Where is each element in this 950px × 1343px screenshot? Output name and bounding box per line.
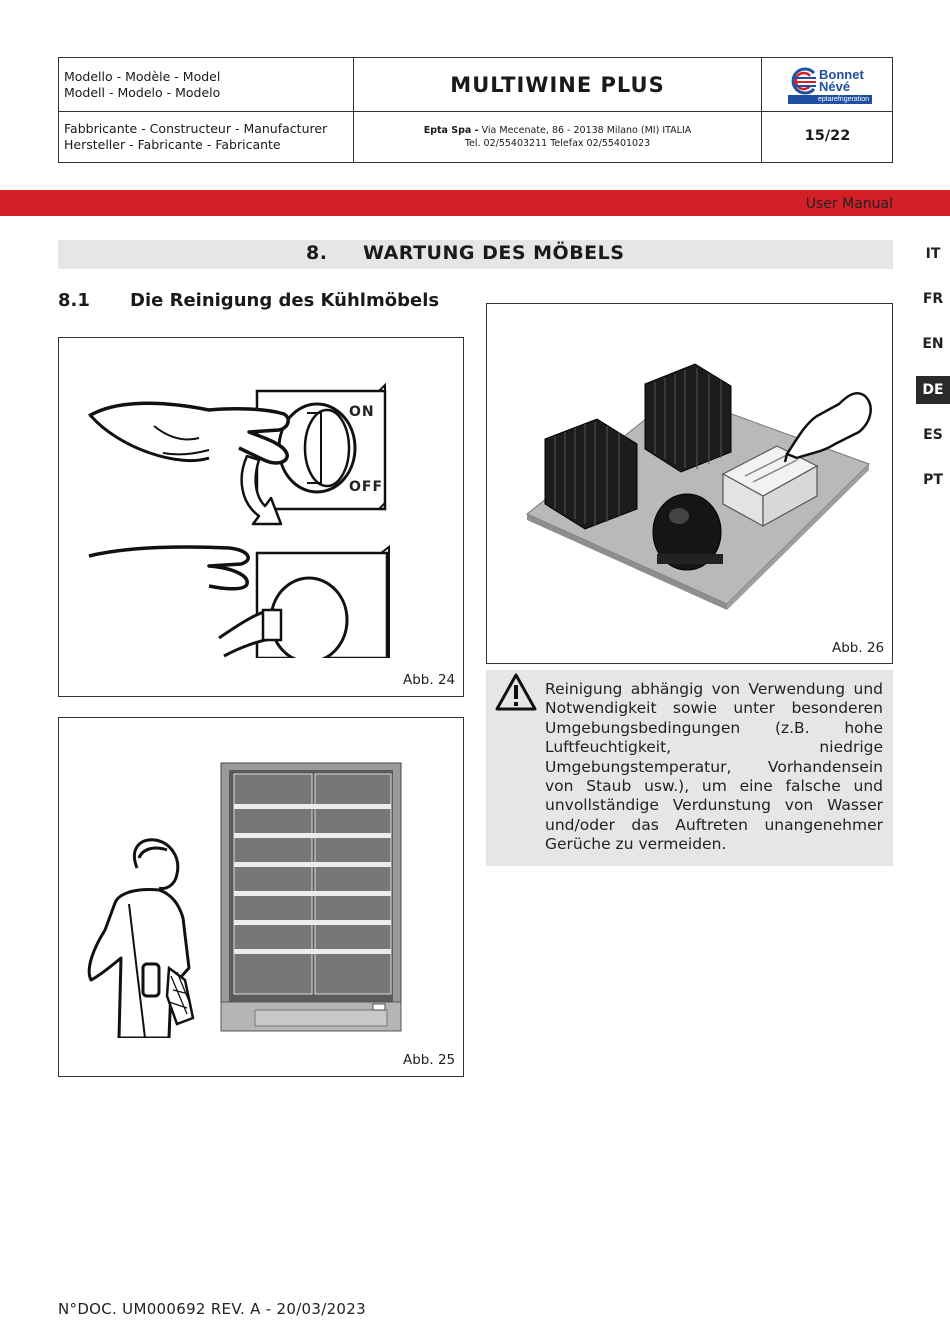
manufacturer-label-line-1: Fabbricante - Constructeur - Manufacturer (64, 121, 328, 136)
switch-off-label: OFF (349, 479, 384, 495)
lang-tab-it[interactable]: IT (925, 246, 941, 262)
company-contact: Tel. 02/55403211 Telefax 02/55401023 (464, 138, 651, 149)
figure-25 (58, 717, 464, 1077)
subsection-title: Die Reinigung des Kühlmöbels (130, 290, 440, 311)
lang-tab-es[interactable]: ES (923, 427, 943, 443)
warning-box (486, 670, 893, 866)
lang-tab-fr[interactable]: FR (922, 291, 944, 307)
subsection-number: 8.1 (58, 290, 90, 311)
document-reference: N°DOC. UM000692 REV. A - 20/03/2023 (58, 1300, 366, 1318)
user-manual-label: User Manual (805, 196, 893, 212)
figure-26-caption: Abb. 26 (832, 640, 885, 656)
logo-swirl-icon (786, 67, 820, 95)
hand-switch-illustration (59, 338, 464, 658)
logo-text-line-1: Bonnet (819, 67, 864, 82)
page-number: 15/22 (804, 128, 851, 144)
condensing-unit-illustration (487, 304, 893, 634)
section-title: WARTUNG DES MÖBELS (363, 242, 625, 264)
warning-text: Reinigung abhängig von Verwendung und Notwendigkeit sowie unter besonderen Umgebungsbedingungen (z.B. hohe Luftfeuchtigkeit, niedrige Umgebungstemperatur, Vorhandensein von Staub usw.), um eine falsche und unvollständige Verdunstung von Wasser und/oder das Auftreten unangenehmer Gerüche zu vermeiden. (545, 680, 883, 854)
product-name: MULTIWINE PLUS (354, 58, 762, 112)
section-heading (58, 240, 893, 269)
cleaning-person-illustration (59, 718, 464, 1038)
logo-cell (762, 58, 893, 112)
figure-24 (58, 337, 464, 697)
figure-24-caption: Abb. 24 (403, 672, 456, 688)
warning-triangle-icon (494, 672, 538, 712)
model-label-line-1: Modello - Modèle - Model (64, 69, 221, 84)
logo-bar-text: eptarefrigeration (788, 95, 872, 104)
model-label-cell (59, 58, 354, 112)
section-number: 8. (306, 242, 328, 264)
company-name: Epta Spa - (423, 125, 479, 136)
subsection-heading (58, 290, 440, 311)
manufacturer-label-line-2: Hersteller - Fabricante - Fabricante (64, 137, 281, 152)
figure-26 (486, 303, 893, 664)
switch-on-label: ON (349, 404, 375, 420)
company-info-cell (354, 112, 762, 163)
company-address: Via Mecenate, 86 - 20138 Milano (MI) ITALIA (481, 125, 692, 136)
model-label-line-2: Modell - Modelo - Modelo (64, 85, 221, 100)
manufacturer-label-cell (59, 112, 354, 163)
figure-25-caption: Abb. 25 (403, 1052, 456, 1068)
lang-tab-pt[interactable]: PT (923, 472, 943, 488)
bonnet-neve-logo (786, 67, 872, 105)
logo-text-line-2: Névé (819, 79, 851, 94)
header-table (58, 57, 893, 163)
lang-tab-en[interactable]: EN (922, 336, 944, 352)
lang-tab-de[interactable]: DE (916, 376, 950, 404)
